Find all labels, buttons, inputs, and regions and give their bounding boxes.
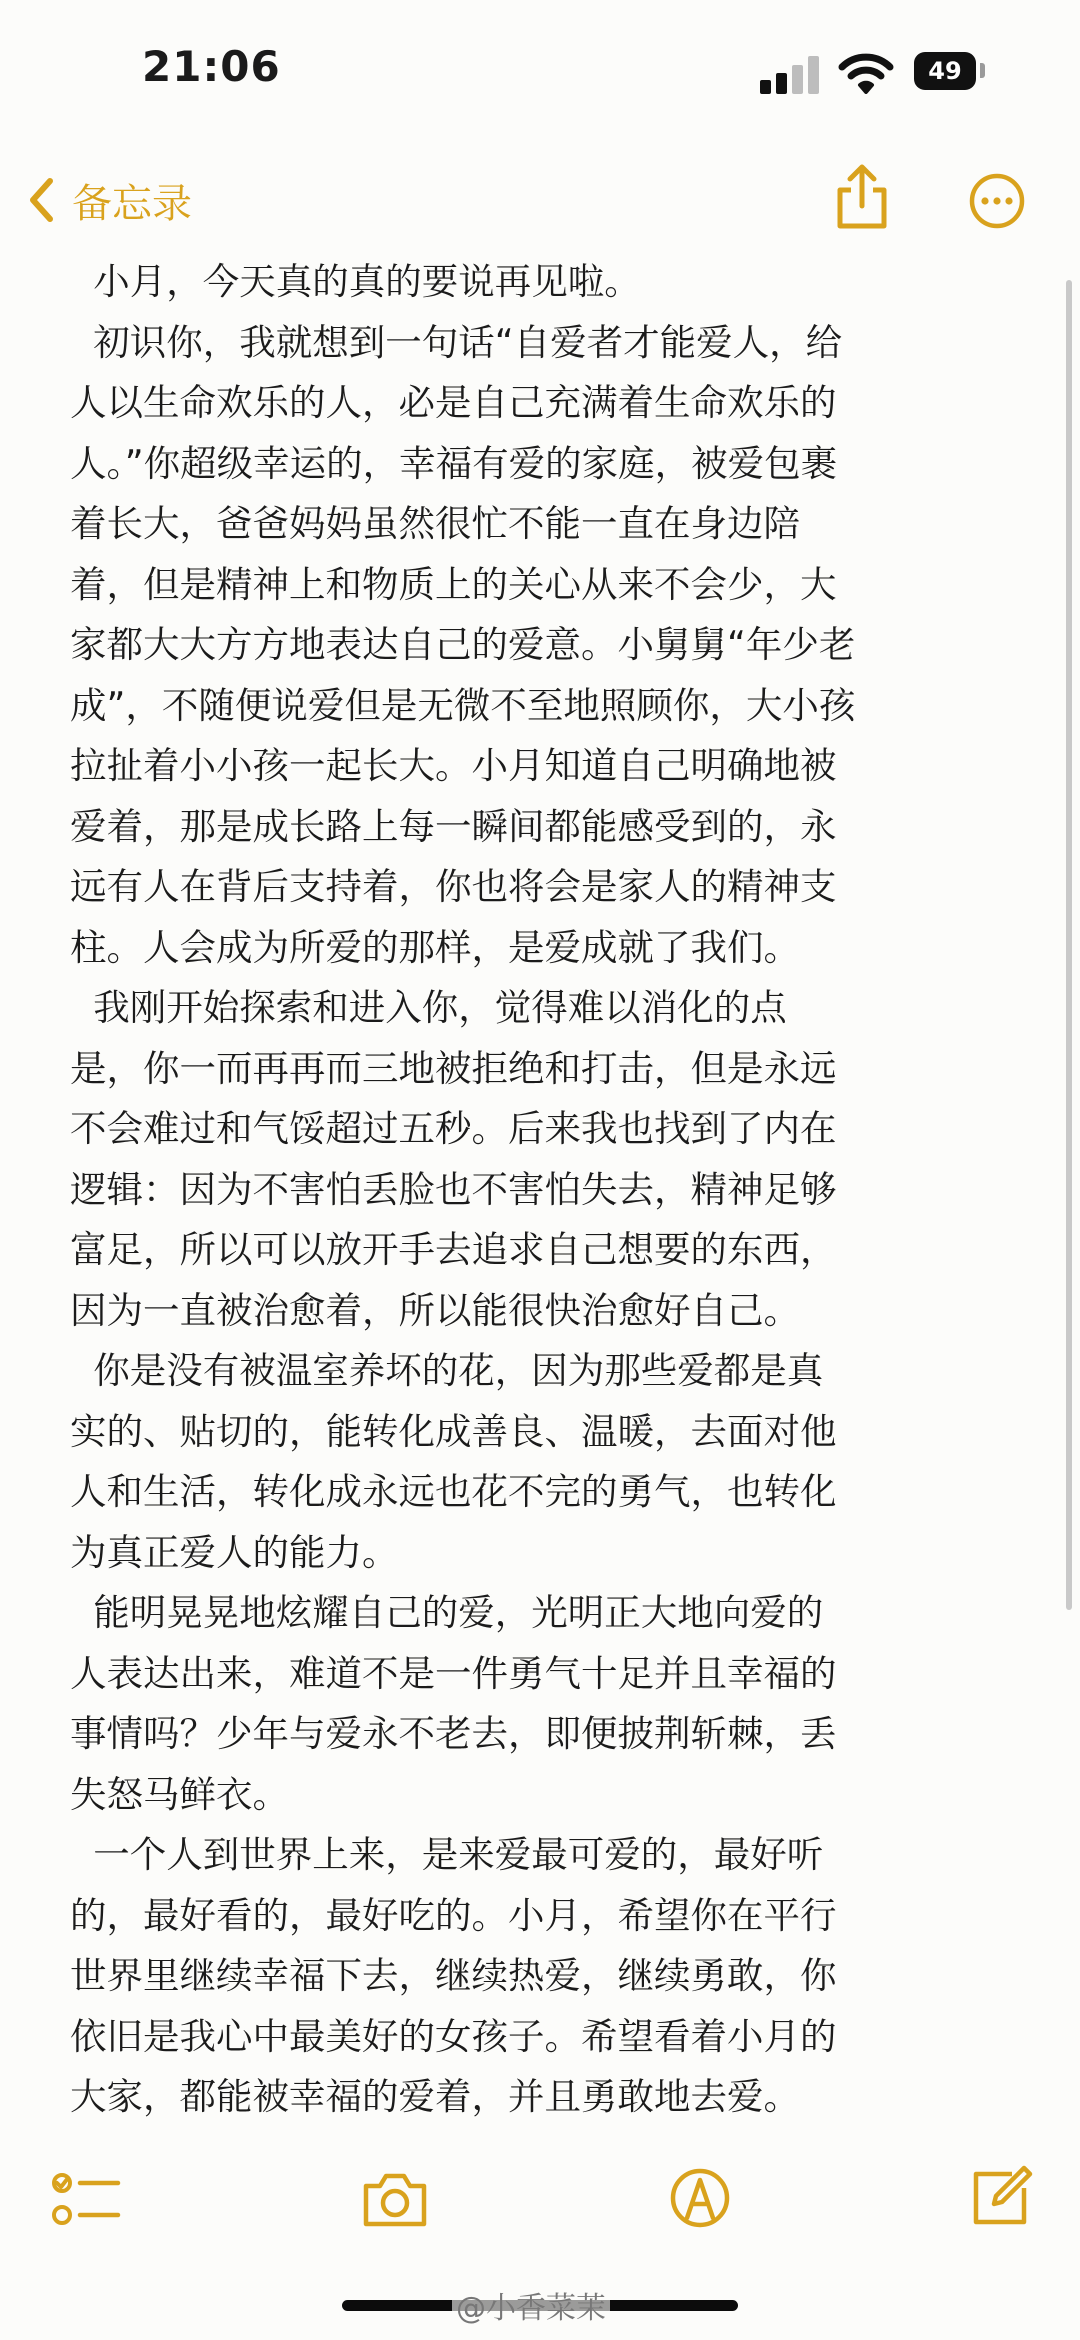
note-line: 人表达出来，难道不是一件勇气十足并且幸福的 xyxy=(70,1651,837,1695)
battery-cap xyxy=(980,63,985,78)
note-line: 失怒马鲜衣。 xyxy=(70,1772,289,1816)
note-line: 着长大，爸爸妈妈虽然很忙不能一直在身边陪 xyxy=(70,502,800,545)
wifi-icon xyxy=(838,52,894,94)
note-line: 柱。人会成为所爱的那样，是爱成就了我们。 xyxy=(70,925,800,969)
back-button[interactable] xyxy=(28,170,192,230)
note-line: 人和生活，转化成永远也花不完的勇气，也转化 xyxy=(70,1470,837,1513)
cellular-signal-icon xyxy=(760,54,822,94)
note-line: 成”，不随便说爱但是无微不至地照顾你，大小孩 xyxy=(70,683,856,727)
note-line: 实的、贴切的，能转化成善良、温暖，去面对他 xyxy=(70,1409,837,1453)
note-line: 事情吗？少年与爱永不老去，即便披荆斩棘，丢 xyxy=(70,1712,837,1755)
share-icon[interactable] xyxy=(832,162,892,232)
note-line: 富足，所以可以放开手去追求自己想要的东西， xyxy=(70,1228,837,1271)
more-icon[interactable] xyxy=(968,172,1026,230)
chevron-left-icon xyxy=(28,177,54,223)
note-line: 人。”你超级幸运的，幸福有爱的家庭，被爱包裹 xyxy=(70,441,838,485)
watermark: @小香菜茉 xyxy=(452,2283,610,2327)
note-line: 的，最好看的，最好吃的。小月，希望你在平行 xyxy=(70,1893,837,1937)
note-line: 是，你一而再再而三地被拒绝和打击，但是永远 xyxy=(70,1046,837,1090)
note-line: 大家，都能被幸福的爱着，并且勇敢地去爱。 xyxy=(70,2075,800,2118)
note-line: 爱着，那是成长路上每一瞬间都能感受到的，永 xyxy=(70,804,837,848)
note-line: 人以生命欢乐的人，必是自己充满着生命欢乐的 xyxy=(70,381,837,424)
note-line: 家都大大方方地表达自己的爱意。小舅舅“年少老 xyxy=(70,623,856,666)
note-line: 一个人到世界上来，是来爱最可爱的，最好听 xyxy=(70,1833,824,1876)
note-line: 小月，今天真的真的要说再见啦。 xyxy=(70,260,641,303)
note-line: 依旧是我心中最美好的女孩子。希望看着小月的 xyxy=(70,2014,837,2058)
note-line: 能明晃晃地炫耀自己的爱，光明正大地向爱的 xyxy=(70,1591,824,1634)
note-line: 逻辑：因为不害怕丢脸也不害怕失去，精神足够 xyxy=(70,1167,837,1211)
camera-icon[interactable] xyxy=(360,2170,430,2228)
note-line: 初识你，我就想到一句话“自爱者才能爱人，给 xyxy=(70,320,843,364)
note-line: 拉扯着小小孩一起长大。小月知道自己明确地被 xyxy=(70,744,837,787)
nav-bar xyxy=(0,150,1080,250)
note-body[interactable] xyxy=(70,252,1010,2122)
battery-icon xyxy=(914,52,976,90)
note-line: 我刚开始探索和进入你，觉得难以消化的点 xyxy=(70,986,787,1029)
note-line: 为真正爱人的能力。 xyxy=(70,1530,399,1574)
markup-pen-icon[interactable] xyxy=(668,2166,732,2230)
note-line: 世界里继续幸福下去，继续热爱，继续勇敢，你 xyxy=(70,1954,837,1997)
scroll-indicator[interactable] xyxy=(1066,280,1072,1610)
compose-icon[interactable] xyxy=(968,2164,1034,2230)
status-time: 21:06 xyxy=(142,42,281,91)
bottom-toolbar xyxy=(0,2150,1080,2250)
checklist-icon[interactable] xyxy=(52,2170,122,2230)
status-bar xyxy=(0,0,1080,150)
note-line: 你是没有被温室养坏的花，因为那些爱都是真 xyxy=(70,1349,824,1392)
note-line: 因为一直被治愈着，所以能很快治愈好自己。 xyxy=(70,1288,800,1332)
note-line: 不会难过和气馁超过五秒。后来我也找到了内在 xyxy=(70,1107,837,1150)
note-line: 远有人在背后支持着，你也将会是家人的精神支 xyxy=(70,865,837,908)
battery-level: 49 xyxy=(928,57,962,85)
note-line: 着，但是精神上和物质上的关心从来不会少，大 xyxy=(70,562,837,606)
back-label: 备忘录 xyxy=(72,180,192,227)
